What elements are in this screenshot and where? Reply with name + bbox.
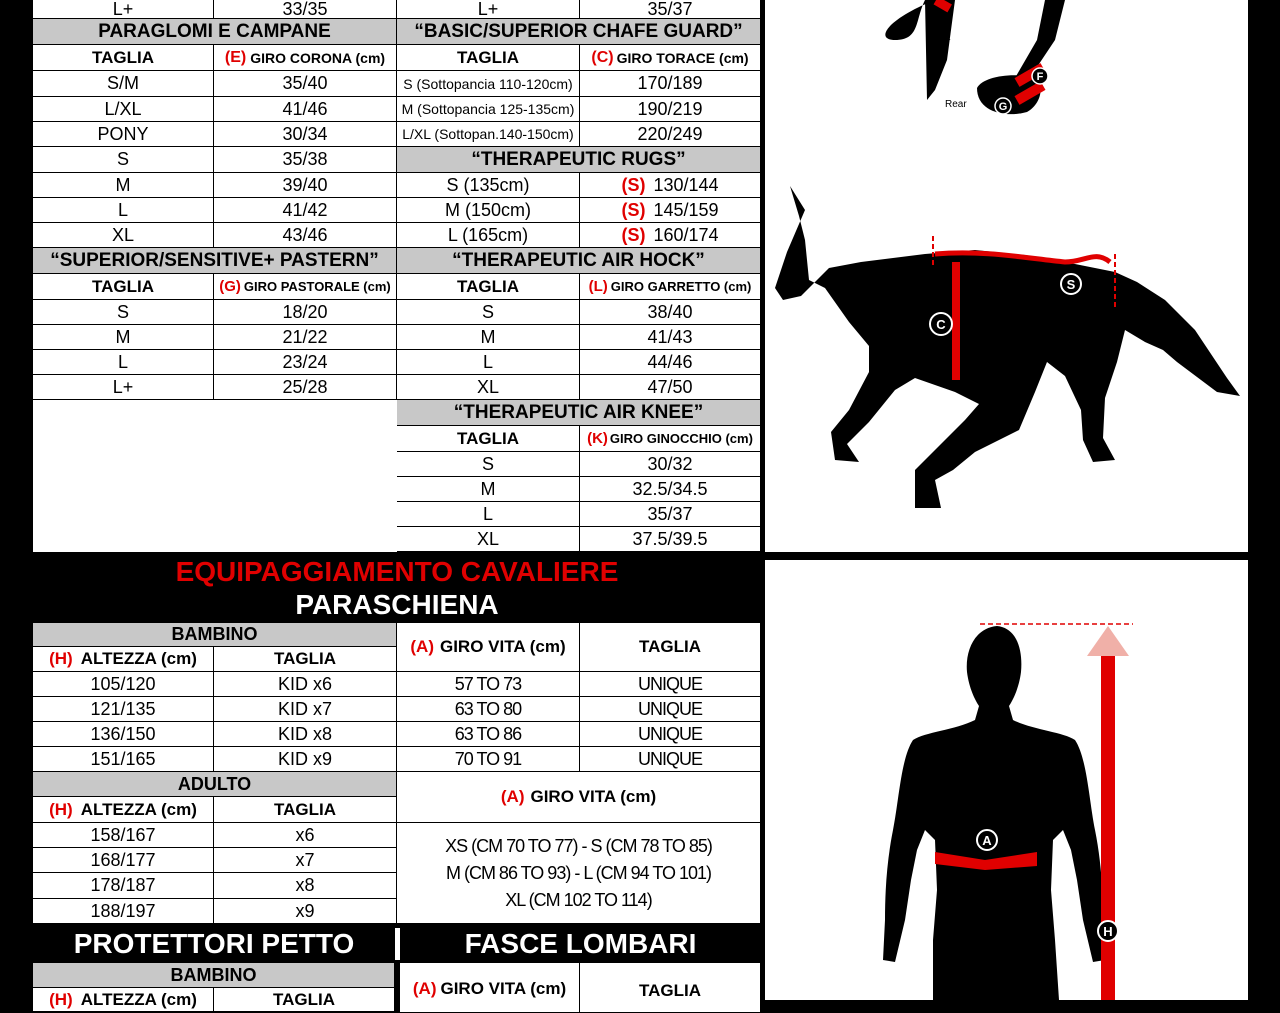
table-cell: 25/28 [214, 375, 397, 400]
table-row: L/XL (Sottopan.140-150cm) [397, 122, 580, 147]
letter-e: (E) [224, 48, 247, 66]
paraglomi-col-meas [214, 45, 397, 71]
letter-a: (A) [410, 637, 434, 656]
table-cell: 220/249 [580, 122, 761, 147]
table-cell: x7 [214, 848, 397, 873]
adulto-vita-sizes [397, 823, 761, 924]
rider-silhouette [883, 626, 1105, 1000]
table-cell: UNIQUE [580, 722, 761, 747]
table-row: L/XL [33, 97, 214, 122]
table-row: M (Sottopancia 125-135cm) [397, 97, 580, 122]
petto-title: PROTETTORI PETTO [73, 928, 355, 959]
table-cell [580, 198, 761, 223]
lombari-title: FASCE LOMBARI [464, 928, 697, 959]
letter-a: (A) [500, 787, 525, 806]
knee-col-size: TAGLIA [397, 426, 580, 452]
table-cell [580, 173, 761, 198]
top-right-value: 35/37 [580, 0, 761, 19]
table-cell: 23/24 [214, 350, 397, 375]
hock-title: “THERAPEUTIC AIR HOCK” [397, 248, 761, 274]
table-cell: 63 TO 86 [397, 722, 580, 747]
marker-g-label: G [998, 101, 1008, 113]
top-left-size: L+ [33, 0, 214, 19]
height-bar [1101, 656, 1115, 1000]
lombari-col-size: TAGLIA [580, 963, 761, 1013]
table-cell: 32.5/34.5 [580, 477, 761, 502]
rear-label: Rear [945, 99, 967, 110]
paraglomi-title: PARAGLOMI E CAMPANE [33, 19, 397, 45]
table-cell: 35/40 [214, 71, 397, 97]
letter-l: (L) [588, 278, 608, 295]
table-cell: UNIQUE [580, 747, 761, 772]
pastern-title: “SUPERIOR/SENSITIVE+ PASTERN” [33, 248, 397, 274]
top-left-value: 33/35 [214, 0, 397, 19]
marker-s-label: S [1066, 277, 1076, 292]
knee-col-meas [580, 426, 761, 452]
letter-h: (H) [49, 799, 73, 819]
table-row: M [33, 325, 214, 350]
front-label: Front [927, 32, 951, 43]
paraglomi-col-size: TAGLIA [33, 45, 214, 71]
hock-col-size: TAGLIA [397, 274, 580, 300]
table-row: XL [397, 375, 580, 400]
pastern-col-meas-label: GIRO PASTORALE (cm) [243, 279, 391, 294]
letter-a: (A) [412, 979, 437, 998]
table-row: S (135cm) [397, 173, 580, 198]
letter-s: (S) [621, 199, 646, 220]
bambino-col-vita-label: GIRO VITA (cm) [439, 637, 566, 656]
table-row: M [397, 477, 580, 502]
pastern-col-meas [214, 274, 397, 300]
horse-illustration [765, 0, 1248, 552]
paraglomi-col-meas-label: GIRO CORONA (cm) [250, 49, 386, 66]
marker-h-label: H [1103, 924, 1113, 939]
table-row: 136/150 [33, 722, 214, 747]
top-right-size: L+ [397, 0, 580, 19]
table-cell: 18/20 [214, 300, 397, 325]
table-cell: 39/40 [214, 173, 397, 198]
table-row: S [397, 300, 580, 325]
table-row: S [33, 300, 214, 325]
letter-s: (S) [621, 174, 646, 195]
bambino-col-h [33, 647, 214, 672]
table-row: M (150cm) [397, 198, 580, 223]
chafe-title: “BASIC/SUPERIOR CHAFE GUARD” [397, 19, 761, 45]
front-leg-shape [915, 0, 955, 100]
table-cell: x8 [214, 873, 397, 899]
table-cell: x9 [214, 899, 397, 924]
rider-illustration [765, 560, 1248, 1000]
rider-panel [765, 560, 1248, 1000]
vita-line: M (CM 86 TO 93) - L (CM 94 TO 101) [445, 862, 712, 883]
table-cell: 30/32 [580, 452, 761, 477]
horse-panel [765, 0, 1248, 552]
table-row: S [397, 452, 580, 477]
hock-col-meas-label: GIRO GARRETTO (cm) [610, 279, 752, 294]
rug-value: 145/159 [653, 199, 719, 220]
marker-c-label: C [936, 317, 946, 332]
table-cell: KID x7 [214, 697, 397, 722]
table-row: 121/135 [33, 697, 214, 722]
adulto-vita-label: GIRO VITA (cm) [530, 787, 657, 806]
table-row: 105/120 [33, 672, 214, 697]
table-row: L+ [33, 375, 214, 400]
table-cell: 30/34 [214, 122, 397, 147]
table-cell: x6 [214, 823, 397, 848]
table-row: S/M [33, 71, 214, 97]
pastern-col-size: TAGLIA [33, 274, 214, 300]
vita-line: XL (CM 102 TO 114) [505, 889, 652, 910]
adulto-col-h-label: ALTEZZA (cm) [80, 799, 197, 819]
table-row: 188/197 [33, 899, 214, 924]
table-row: L [397, 350, 580, 375]
table-row: 151/165 [33, 747, 214, 772]
table-row: 168/177 [33, 848, 214, 873]
knee-col-meas-label: GIRO GINOCCHIO (cm) [609, 431, 753, 446]
horse-silhouette [775, 186, 1240, 508]
table-row: L [397, 502, 580, 527]
rug-value: 160/174 [653, 224, 719, 245]
knee-title: “THERAPEUTIC AIR KNEE” [397, 400, 761, 426]
bambino-col-vita [397, 623, 580, 672]
table-cell: 41/46 [214, 97, 397, 122]
table-cell: KID x8 [214, 722, 397, 747]
table-cell: 43/46 [214, 223, 397, 248]
table-cell: 190/219 [580, 97, 761, 122]
table-row: S (Sottopancia 110-120cm) [397, 71, 580, 97]
table-cell: 41/43 [580, 325, 761, 350]
table-row: XL [397, 527, 580, 552]
rider-title: EQUIPAGGIAMENTO CAVALIERE [175, 556, 619, 587]
table-cell: 57 TO 73 [397, 672, 580, 697]
table-cell: 35/38 [214, 147, 397, 173]
vita-line: XS (CM 70 TO 77) - S (CM 78 TO 85) [445, 835, 712, 856]
bambino-title: BAMBINO [33, 623, 397, 647]
table-cell: 47/50 [580, 375, 761, 400]
table-row: M [33, 173, 214, 198]
bambino-col-size: TAGLIA [214, 647, 397, 672]
marker-f-label: F [1036, 71, 1044, 83]
table-cell: UNIQUE [580, 697, 761, 722]
table-row: L [33, 198, 214, 223]
letter-s: (S) [621, 224, 646, 245]
table-cell: KID x9 [214, 747, 397, 772]
table-row: 158/167 [33, 823, 214, 848]
table-row: XL [33, 223, 214, 248]
table-row: M [397, 325, 580, 350]
letter-g: (G) [219, 278, 241, 295]
chafe-col-meas [580, 45, 761, 71]
table-cell: 44/46 [580, 350, 761, 375]
adulto-title: ADULTO [33, 772, 397, 797]
table-cell: 37.5/39.5 [580, 527, 761, 552]
bambino-col-taglia: TAGLIA [580, 623, 761, 672]
table-row: PONY [33, 122, 214, 147]
table-row: 178/187 [33, 873, 214, 899]
table-row: L (165cm) [397, 223, 580, 248]
marker-a-label: A [982, 833, 992, 848]
table-row: L [33, 350, 214, 375]
table-cell: 38/40 [580, 300, 761, 325]
table-row: S [33, 147, 214, 173]
table-cell: 41/42 [214, 198, 397, 223]
bambino-col-h-label: ALTEZZA (cm) [80, 649, 197, 668]
petto-col-h [33, 988, 214, 1012]
rug-value: 130/144 [653, 174, 719, 195]
letter-k: (K) [587, 430, 608, 447]
table-cell [580, 223, 761, 248]
table-cell: 170/189 [580, 71, 761, 97]
hock-col-meas [580, 274, 761, 300]
letter-h: (H) [49, 649, 73, 668]
adulto-col-h [33, 797, 214, 823]
chafe-col-meas-label: GIRO TORACE (cm) [616, 49, 749, 66]
lombari-col-vita [400, 963, 580, 1013]
letter-h: (H) [49, 990, 73, 1009]
adulto-vita-header [397, 772, 761, 823]
petto-sub: BAMBINO [33, 963, 395, 988]
table-cell: UNIQUE [580, 672, 761, 697]
petto-col-size: TAGLIA [214, 988, 395, 1012]
table-cell: 35/37 [580, 502, 761, 527]
chafe-col-size: TAGLIA [397, 45, 580, 71]
table-cell: 21/22 [214, 325, 397, 350]
petto-col-h-label: ALTEZZA (cm) [80, 990, 197, 1009]
height-arrow-head [1087, 626, 1129, 656]
rider-subtitle: PARASCHIENA [295, 589, 499, 620]
girth-measure-line [952, 262, 960, 380]
table-cell: 63 TO 80 [397, 697, 580, 722]
adulto-col-size: TAGLIA [214, 797, 397, 823]
rugs-title: “THERAPEUTIC RUGS” [397, 147, 761, 173]
table-cell: 70 TO 91 [397, 747, 580, 772]
table-cell: KID x6 [214, 672, 397, 697]
letter-c: (C) [591, 48, 614, 66]
lombari-col-vita-label: GIRO VITA (cm) [440, 979, 567, 998]
